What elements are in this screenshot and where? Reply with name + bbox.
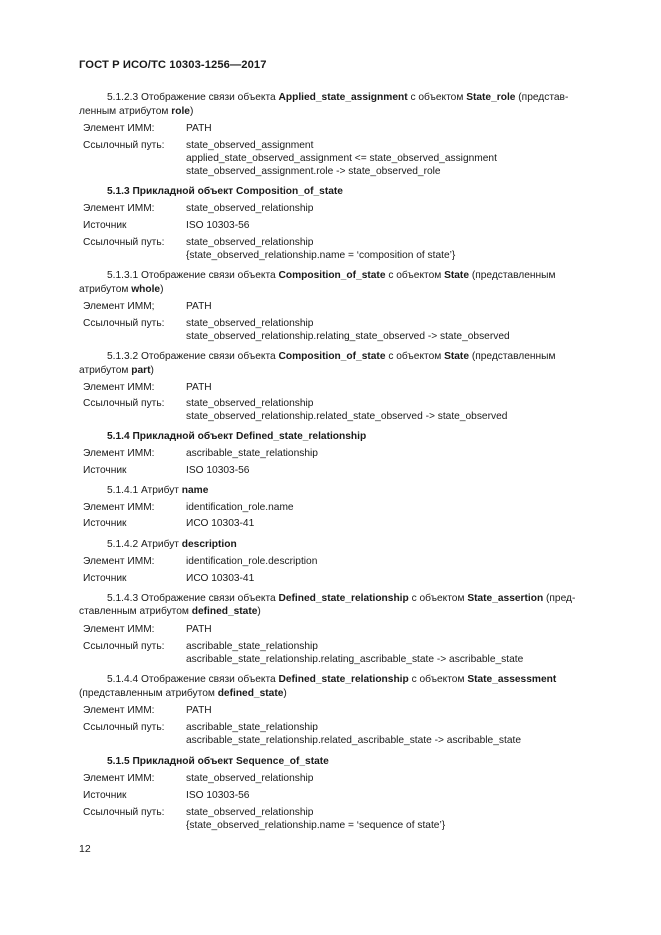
mapping-row: Ссылочный путь: state_observed_relationship: [83, 807, 314, 818]
mapping-row: Элемент ИММ; PATH: [83, 301, 212, 312]
mapping-row: Ссылочный путь: state_observed_relationship: [83, 318, 314, 329]
clause-5-1-4-2-heading: 5.1.4.2 Атрибут description: [107, 539, 237, 550]
clause-5-1-4-1-heading: 5.1.4.1 Атрибут name: [107, 485, 209, 496]
mapping-row: Ссылочный путь: state_observed_assignment: [83, 140, 314, 151]
mapping-row: state_observed_relationship.relating_state_observed -> state_observed: [186, 331, 510, 342]
clause-5-1-3-2-heading-cont: атрибутом part): [79, 365, 154, 376]
clause-5-1-3-1-heading: 5.1.3.1 Отображение связи объекта Composition_of_state с объектом State (представленным: [107, 270, 556, 281]
mapping-row: Ссылочный путь: ascribable_state_relationship: [83, 722, 318, 733]
clause-5-1-2-3-heading: 5.1.2.3 Отображение связи объекта Applied_state_assignment с объектом State_role (представ-: [107, 92, 569, 103]
mapping-row: {state_observed_relationship.name = ‘sequence of state’}: [186, 820, 446, 831]
clause-5-1-4-4-heading: 5.1.4.4 Отображение связи объекта Defined_state_relationship с объектом State_assessment: [107, 674, 557, 685]
mapping-row: Элемент ИММ: PATH: [83, 624, 212, 635]
mapping-row: Источник ISO 10303-56: [83, 465, 250, 476]
mapping-row: Элемент ИММ: PATH: [83, 705, 212, 716]
mapping-row: Элемент ИММ: identification_role.description: [83, 556, 318, 567]
mapping-row: state_observed_assignment.role -> state_observed_role: [186, 166, 441, 177]
mapping-row: Элемент ИММ: identification_role.name: [83, 502, 294, 513]
clause-5-1-3-2-heading: 5.1.3.2 Отображение связи объекта Composition_of_state с объектом State (представленным: [107, 351, 556, 362]
clause-5-1-4-3-heading-cont: ставленным атрибутом defined_state): [79, 606, 261, 617]
clause-5-1-2-3-heading-cont: ленным атрибутом role): [79, 106, 194, 117]
mapping-row: state_observed_relationship.related_state_observed -> state_observed: [186, 411, 508, 422]
clause-5-1-4-4-heading-cont: (представленным атрибутом defined_state): [79, 688, 287, 699]
section-5-1-3-title: 5.1.3 Прикладной объект Composition_of_state: [107, 186, 343, 197]
section-5-1-4-title: 5.1.4 Прикладной объект Defined_state_relationship: [107, 431, 367, 442]
mapping-row: ascribable_state_relationship.relating_ascribable_state -> ascribable_state: [186, 654, 524, 665]
clause-5-1-3-1-heading-cont: атрибутом whole): [79, 284, 164, 295]
mapping-row: Ссылочный путь: ascribable_state_relationship: [83, 641, 318, 652]
mapping-row: Источник ISO 10303-56: [83, 220, 250, 231]
mapping-row: Элемент ИММ: ascribable_state_relationship: [83, 448, 318, 459]
mapping-row: Элемент ИММ: state_observed_relationship: [83, 203, 314, 214]
mapping-row: Источник ИСО 10303-41: [83, 573, 255, 584]
mapping-row: Элемент ИММ: PATH: [83, 382, 212, 393]
mapping-row: Ссылочный путь: state_observed_relationship: [83, 398, 314, 409]
clause-5-1-4-3-heading: 5.1.4.3 Отображение связи объекта Defined_state_relationship с объектом State_assertion (пред-: [107, 593, 576, 604]
mapping-row: Ссылочный путь: state_observed_relationship: [83, 237, 314, 248]
standard-header: ГОСТ Р ИСО/ТС 10303-1256—2017: [79, 59, 267, 71]
mapping-row: {state_observed_relationship.name = ‘composition of state’}: [186, 250, 456, 261]
mapping-row: ascribable_state_relationship.related_ascribable_state -> ascribable_state: [186, 735, 521, 746]
mapping-row: Источник ИСО 10303-41: [83, 518, 255, 529]
mapping-row: Источник ISO 10303-56: [83, 790, 250, 801]
mapping-row: applied_state_observed_assignment <= state_observed_assignment: [186, 153, 497, 164]
mapping-row: Элемент ИММ: state_observed_relationship: [83, 773, 314, 784]
page-number: 12: [79, 843, 91, 855]
section-5-1-5-title: 5.1.5 Прикладной объект Sequence_of_state: [107, 756, 329, 767]
mapping-row: Элемент ИММ: PATH: [83, 123, 212, 134]
